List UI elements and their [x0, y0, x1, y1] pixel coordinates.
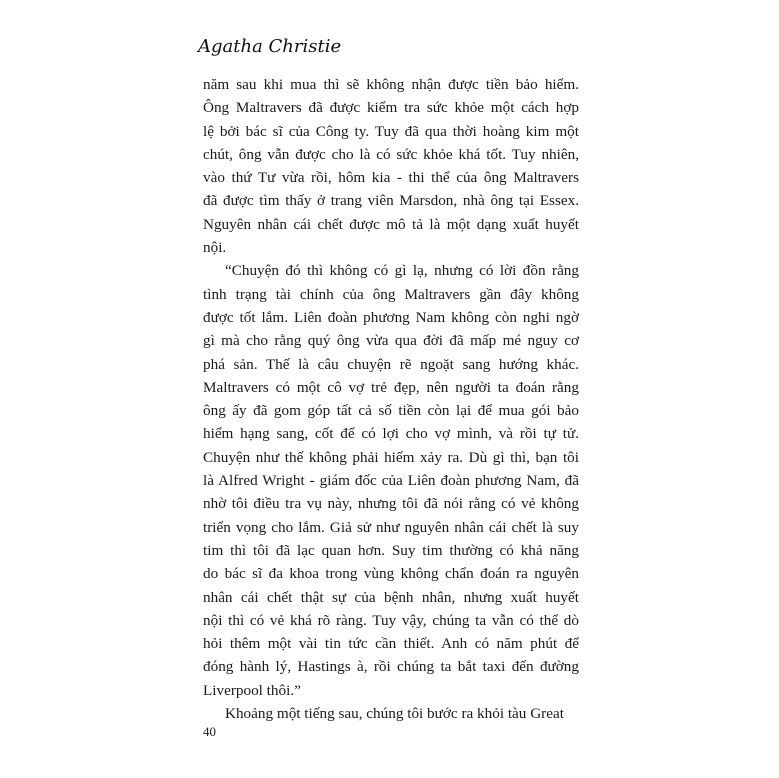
page-number: 40 — [203, 724, 216, 739]
text-line: là Alfred Wright - giám đốc của Liên đoàn phương Nam, đã — [203, 472, 579, 490]
text-line: vào thứ Tư vừa rồi, hôm kia - thi thể của ông Maltravers — [203, 169, 579, 187]
text-line: hỏi thêm một vài tin tức cần thiết. Anh có năm phút để — [203, 635, 579, 653]
text-line: hiểm hạng sang, cốt để có lợi cho vợ mình, và rồi tự tử. — [203, 425, 579, 443]
text-line: “Chuyện đó thì không có gì lạ, nhưng có lời đồn rằng — [225, 262, 579, 280]
text-line: đóng hành lý, Hastings à, rồi chúng ta bắt taxi đến đường — [203, 658, 579, 676]
text-line: Maltravers có một cô vợ trẻ đẹp, nên người ta đoán rằng — [203, 378, 579, 396]
text-line: đã được tìm thấy ở trang viên Marsdon, nhà ông tại Essex. — [203, 192, 579, 210]
signature-text: Agatha Christie — [198, 36, 342, 57]
paragraph — [203, 702, 579, 725]
text-line: tim thì tôi đã lạc quan hơn. Suy tim thường có khả năng — [203, 541, 579, 559]
paragraph — [203, 259, 579, 702]
paragraph — [203, 73, 579, 259]
text-line: Chuyện như thế không phải hiếm xảy ra. Dù gì thì, bạn tôi — [203, 448, 579, 466]
text-line: gì mà cho rằng quý ông vừa qua đời đã mấp mé nguy cơ — [203, 332, 579, 350]
text-line: nhân cái chết thật sự của bệnh nhân, nhưng xuất huyết — [203, 588, 579, 606]
text-line: nội thì có vẻ khá rõ ràng. Tuy vậy, chúng ta vẫn có thể dò — [203, 611, 579, 629]
text-line: do bác sĩ đa khoa trong vùng không chẩn đoán ra nguyên — [203, 565, 579, 583]
text-line: Liverpool thôi.” — [203, 681, 301, 699]
text-line: được tốt lắm. Liên đoàn phương Nam không còn nghi ngờ — [203, 308, 579, 326]
text-line: Ông Maltravers đã được kiểm tra sức khỏe một cách hợp — [203, 99, 579, 117]
text-line: nội. — [203, 239, 227, 257]
text-line: năm sau khi mua thì sẽ không nhận được tiền bảo hiểm. — [203, 76, 579, 93]
text-line: triển vọng cho lắm. Giả sử như nguyên nhân cái chết là suy — [203, 518, 579, 536]
text-line: lệ bởi bác sĩ của Công ty. Tuy đã qua thời hoàng kim một — [203, 122, 579, 140]
author-signature-logo — [196, 30, 342, 64]
text-line: Nguyên nhân cái chết được mô tả là một dạng xuất huyết — [203, 215, 579, 233]
text-line: chút, ông vẫn được cho là có sức khỏe khá tốt. Tuy nhiên, — [203, 145, 579, 163]
text-line: nhờ tôi điều tra vụ này, nhưng tôi đã nói rằng có vẻ không — [203, 495, 579, 513]
text-line: tình trạng tài chính của ông Maltravers gần đây không — [203, 285, 579, 303]
body-text — [203, 73, 579, 725]
text-line: phá sản. Thế là câu chuyện rẽ ngoặt sang hướng khác. — [203, 355, 579, 373]
text-line: Khoảng một tiếng sau, chúng tôi bước ra khỏi tàu Great — [225, 705, 564, 723]
text-line: ông ấy đã gom góp tất cả số tiền còn lại để mua gói bảo — [203, 402, 579, 420]
